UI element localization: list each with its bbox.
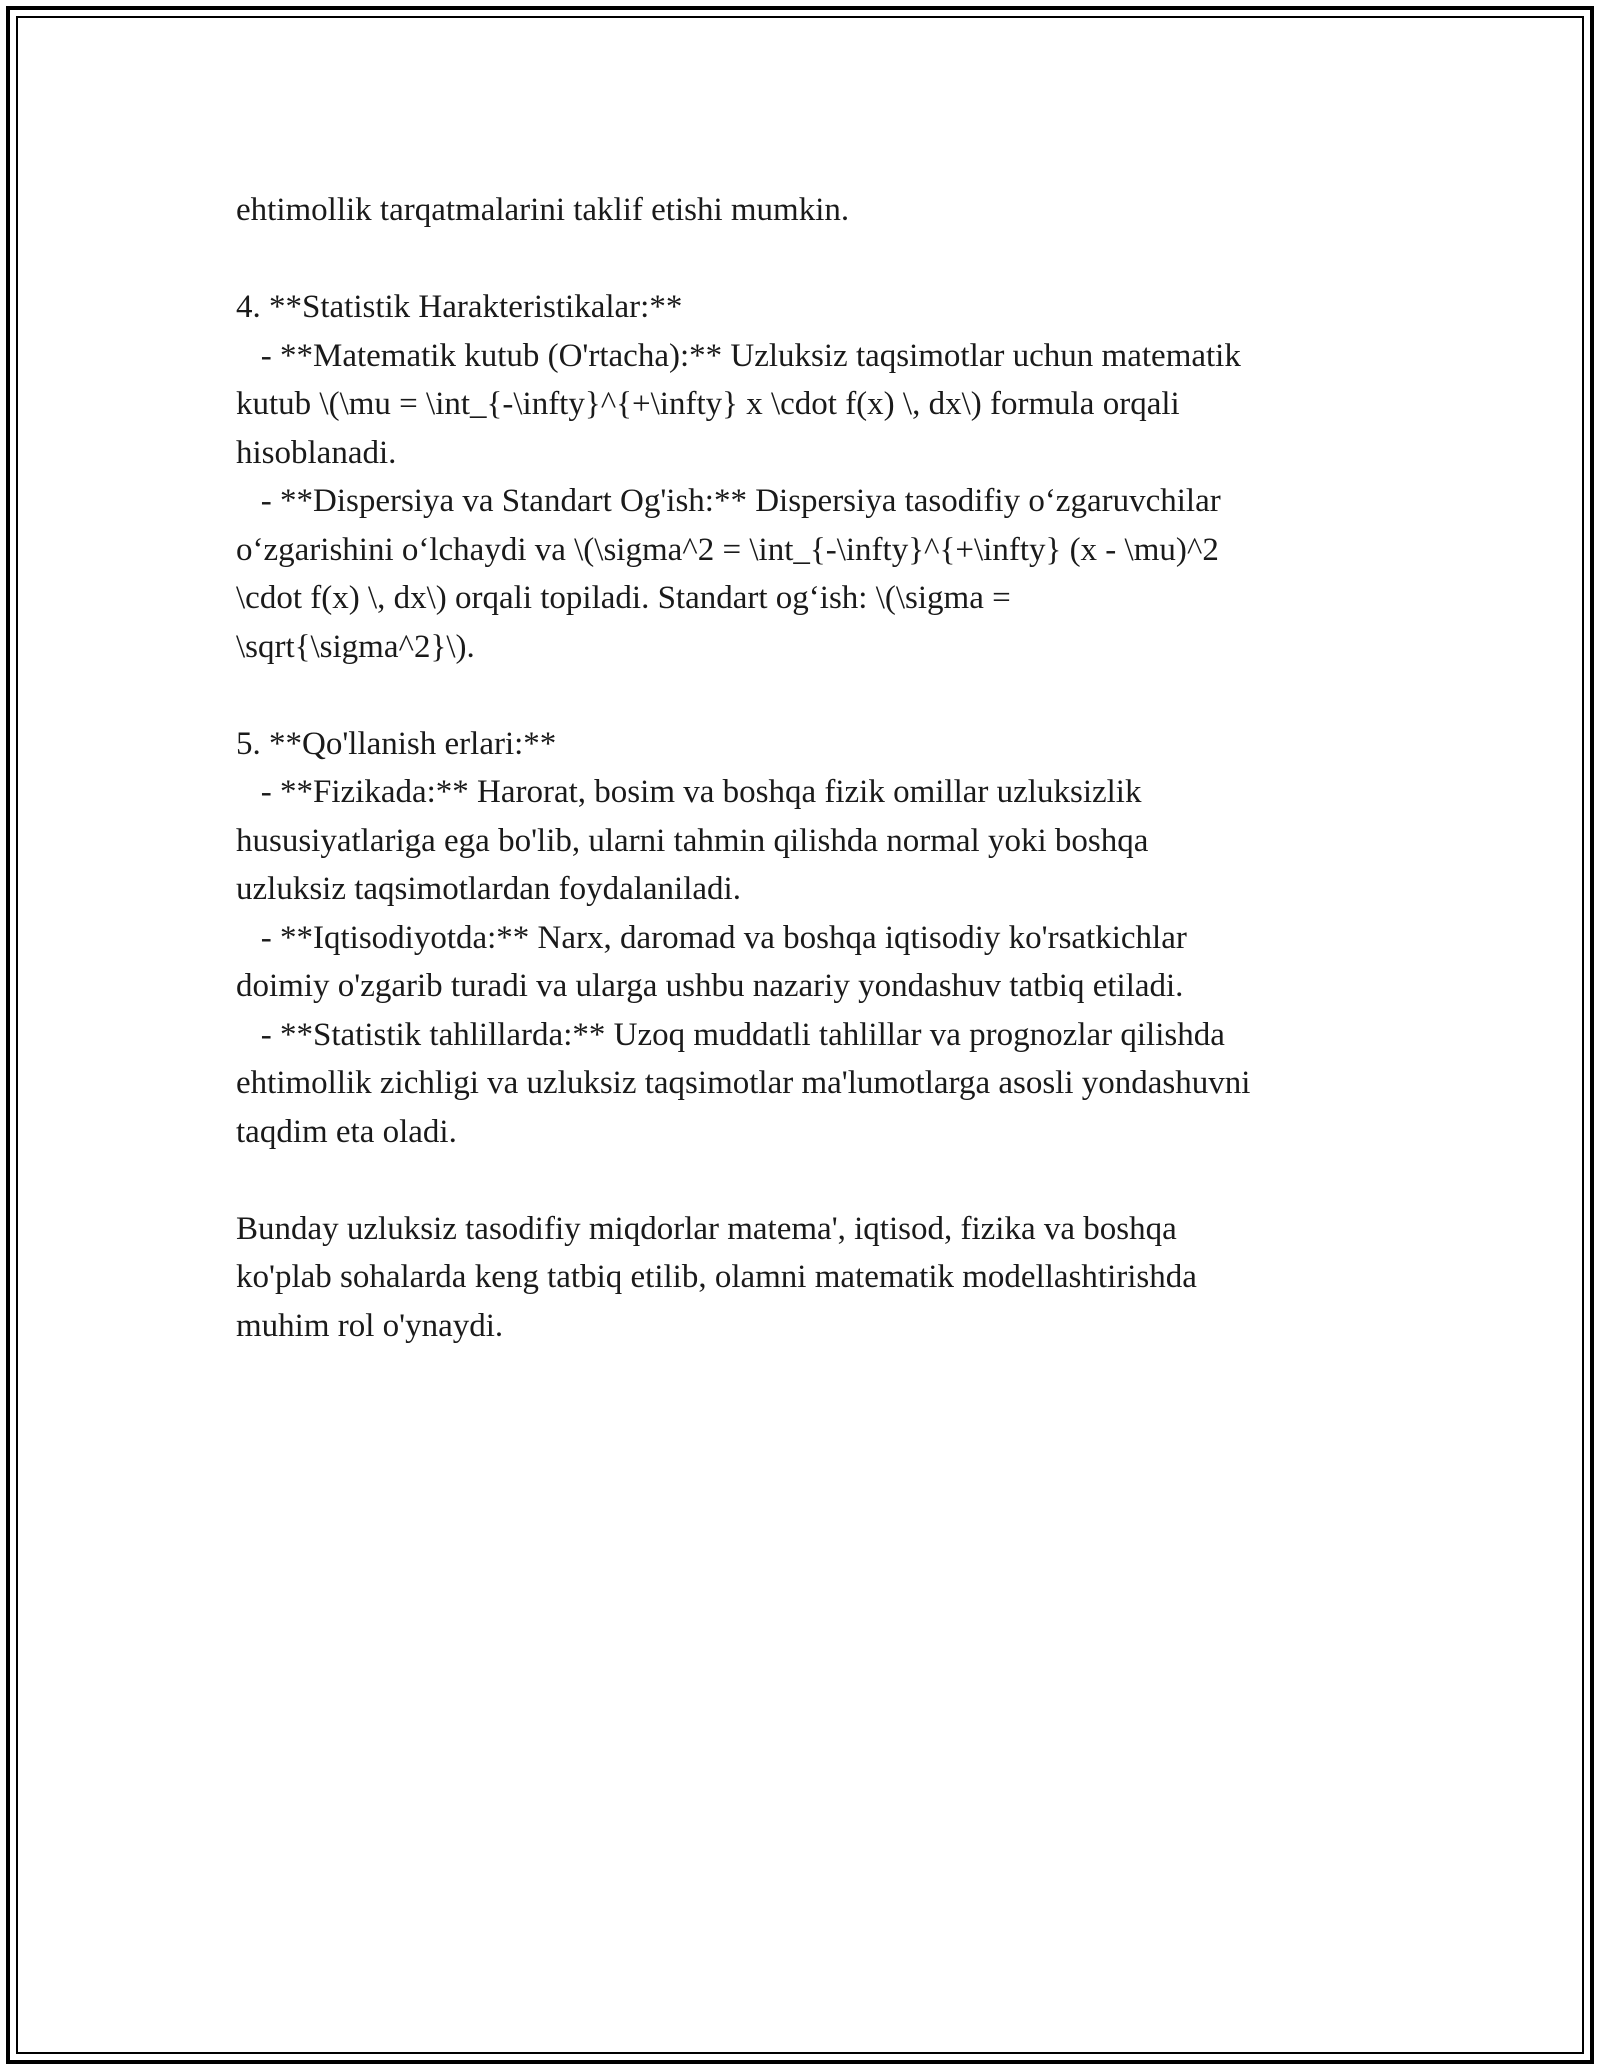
text-line: taqdim eta oladi.: [236, 1113, 457, 1150]
text-line: ehtimollik tarqatmalarini taklif etishi mumkin.: [236, 192, 850, 228]
text-line: doimiy o'zgarib turadi va ularga ushbu nazariy yondashuv tatbiq etiladi.: [236, 968, 1184, 1004]
text-line: ehtimollik zichligi va uzluksiz taqsimotlar ma'lumotlarga asosli yondashuvni: [236, 1065, 1251, 1101]
text-line: - **Dispersiya va Standart Og'ish:** Dispersiya tasodifiy o‘zgaruvchilar: [236, 483, 1221, 519]
document-body: [236, 186, 1376, 1350]
text-line: - **Iqtisodiyotda:** Narx, daromad va boshqa iqtisodiy ko'rsatkichlar: [236, 919, 1187, 956]
text-line: hisoblanadi.: [236, 434, 397, 471]
section-heading: 4. **Statistik Harakteristikalar:**: [236, 289, 683, 325]
text-line: uzluksiz taqsimotlardan foydalaniladi.: [236, 871, 741, 907]
text-line: - **Fizikada:** Harorat, bosim va boshqa fizik omillar uzluksizlik: [236, 774, 1142, 810]
text-line: ko'plab sohalarda keng tatbiq etilib, olamni matematik modellashtirishda: [236, 1259, 1197, 1295]
text-line: o‘zgarishini o‘lchaydi va \(\sigma^2 = \int_{-\infty}^{+\infty} (x - \mu)^2: [236, 531, 1219, 568]
text-line: Bunday uzluksiz tasodifiy miqdorlar matema', iqtisod, fizika va boshqa: [236, 1210, 1177, 1247]
text-line: kutub \(\mu = \int_{-\infty}^{+\infty} x \cdot f(x) \, dx\) formula orqali: [236, 386, 1180, 422]
text-line: muhim rol o'ynaydi.: [236, 1307, 504, 1344]
text-line: hususiyatlariga ega bo'lib, ularni tahmin qilishda normal yoki boshqa: [236, 822, 1149, 859]
text-line: \sqrt{\sigma^2}\).: [236, 628, 475, 665]
blank-line: [236, 1156, 1376, 1205]
text-line: - **Matematik kutub (O'rtacha):** Uzluksiz taqsimotlar uchun matematik: [236, 337, 1241, 374]
section-heading: 5. **Qo'llanish erlari:**: [236, 725, 557, 762]
blank-line: [236, 671, 1376, 720]
text-line: \cdot f(x) \, dx\) orqali topiladi. Standart og‘ish: \(\sigma =: [236, 580, 1011, 616]
blank-line: [236, 235, 1376, 284]
text-line: - **Statistik tahlillarda:** Uzoq muddatli tahlillar va prognozlar qilishda: [236, 1016, 1225, 1053]
